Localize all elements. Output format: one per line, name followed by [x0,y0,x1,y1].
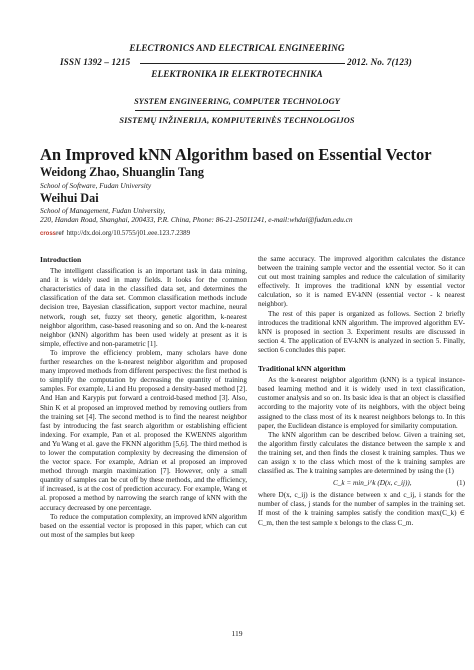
journal-name-lt: ELEKTRONIKA IR ELEKTROTECHNIKA [151,69,323,79]
intro-heading: Introduction [40,255,82,264]
affiliation-1: School of Software, Fudan University [40,181,152,190]
authors-2: Weihui Dai [40,191,99,205]
header-rule-top [140,63,345,64]
right-paragraph-1: the same accuracy. The improved algorithm calculates the distance between the training sample vector and the essential vector. So it can cut out most training samples and reduce the calculation of similarity effectively. It improves the traditional kNN by essential vector calculation, so it is named EV-kNN (essential vector - k nearest neighbor). [258,255,465,309]
crossref-logo-text: cross [40,231,57,237]
section-lt: SISTEMŲ INŽINERIJA, KOMPIUTERINĖS TECHNOLOGIJOS [119,116,355,125]
left-column [40,255,247,540]
crossref-logo [40,231,64,237]
right-paragraph-5: where D(x, c_ij) is the distance between x and c_ij, i stands for the number of class, j stands for the number of samples in the training set. If most of the k training samples satisfy the condition max(C_k) ∈ C_m, then the test sample x belongs to the class C_m. [258,491,465,527]
authors-1: Weidong Zhao, Shuanglin Tang [40,165,204,179]
section-en: SYSTEM ENGINEERING, COMPUTER TECHNOLOGY [134,97,340,106]
affiliation-2-line2: 220, Handan Road, Shanghai, 200433, P.R. China, Phone: 86-21-25011241, e-mail:whdai@fudan.edu.cn [40,215,353,224]
equation-1-number: (1) [456,479,465,488]
intro-paragraph-2: To improve the efficiency problem, many scholars have done further researches on the k-nearest neighbor algorithm and proposed many improved methods from different perspectives: the first method is to simplify the computation by decreasing the quantity of training samples. For example, Li and Hu proposed a density-based method [2]. And Han and Karypis put forward a centroid-based method [3]. Also, Shin K et al proposed an improved method by removing outliers from the training set [4]. The second method is to find the nearest neighbor fast by introducing the fast search algorithm or establishing efficient indexing. For example, Pan et al. proposed the KWENNS algorithm and Yu Wang et al. gave the FKNN algorithm [5,6]. The third method is to lower the computation complexity by decreasing the dimension of the vector space. For example, Adrian et al proposed an improved method through margin maximization [7]. However, only a small quantity of samples can be cut off by these methods, and the efficiency, if increased, is at the cost of prediction accuracy. For example, Wang et al. proposed a method by narrowing the search range of kNN with the accuracy decreased by one percentage. [40,348,247,512]
journal-issn: ISSN 1392 – 1215 [60,57,131,67]
intro-paragraph-1: The intelligent classification is an important task in data mining, and it is widely used in many fields. It looks for the common characteristics of data in the classified data set, and determines the classification of the data set. Common classification methods include decision tree, Bayesian classification, support vector machine, neural network, rough set, fuzzy set theory, genetic algorithm, k-nearest neighbor algorithm, case-based reasoning and so on. And the k-nearest neighbor (kNN) algorithm has been used widely at present as it is simple, effective and non-parametric [1]. [40,267,247,348]
traditional-knn-heading: Traditional kNN algorithm [258,364,346,374]
doi-line [40,230,190,237]
journal-name-en: ELECTRONICS AND ELECTRICAL ENGINEERING [129,43,345,53]
article-title: An Improved kNN Algorithm based on Essential Vector [40,145,432,164]
right-column [258,255,465,528]
doi-link[interactable]: http://dx.doi.org/10.5755/j01.eee.123.7.2389 [66,230,191,237]
equation-1 [258,479,465,488]
right-paragraph-4: The kNN algorithm can be described below. Given a training set, the algorithm firstly calculates the distance between the sample x and the training set, and then finds the closest k training samples. Thus we can assign x to the class which most of the k training samples are classified as. The k training samples are determined by using the (1) [258,430,465,476]
crossref-logo-suffix: ref [56,231,64,237]
equation-1-body: C_k = min_i^k (D(x, c_ij)), [333,479,412,488]
right-paragraph-2: The rest of this paper is organized as follows. Section 2 briefly introduces the traditional kNN algorithm. The improved algorithm EV-kNN is proposed in section 3. Experiment results are discussed in section 4. The application of EV-kNN is analyzed in section 5. Finally, section 6 concludes this paper. [258,309,465,354]
journal-issue: 2012. No. 7(123) [347,57,412,67]
affiliation-2-line1: School of Management, Fudan University, [40,206,166,215]
intro-paragraph-3: To reduce the computation complexity, an improved kNN algorithm based on the essential vector is proposed in this paper, which can cut out most of the samples but keep [40,512,247,539]
page-number: 119 [231,629,243,638]
right-paragraph-3: As the k-nearest neighbor algorithm (kNN) is a typical instance-based learning method and it is widely used in text classification, customer analysis and so on. Its basic idea is that an object is classified according to the majority vote of its neighbors, with the object being assigned to the class most of its k nearest neighbors belongs to. In this paper, the Euclidean distance is employed for similarity computation. [258,376,465,430]
header-rule-section [135,110,340,111]
